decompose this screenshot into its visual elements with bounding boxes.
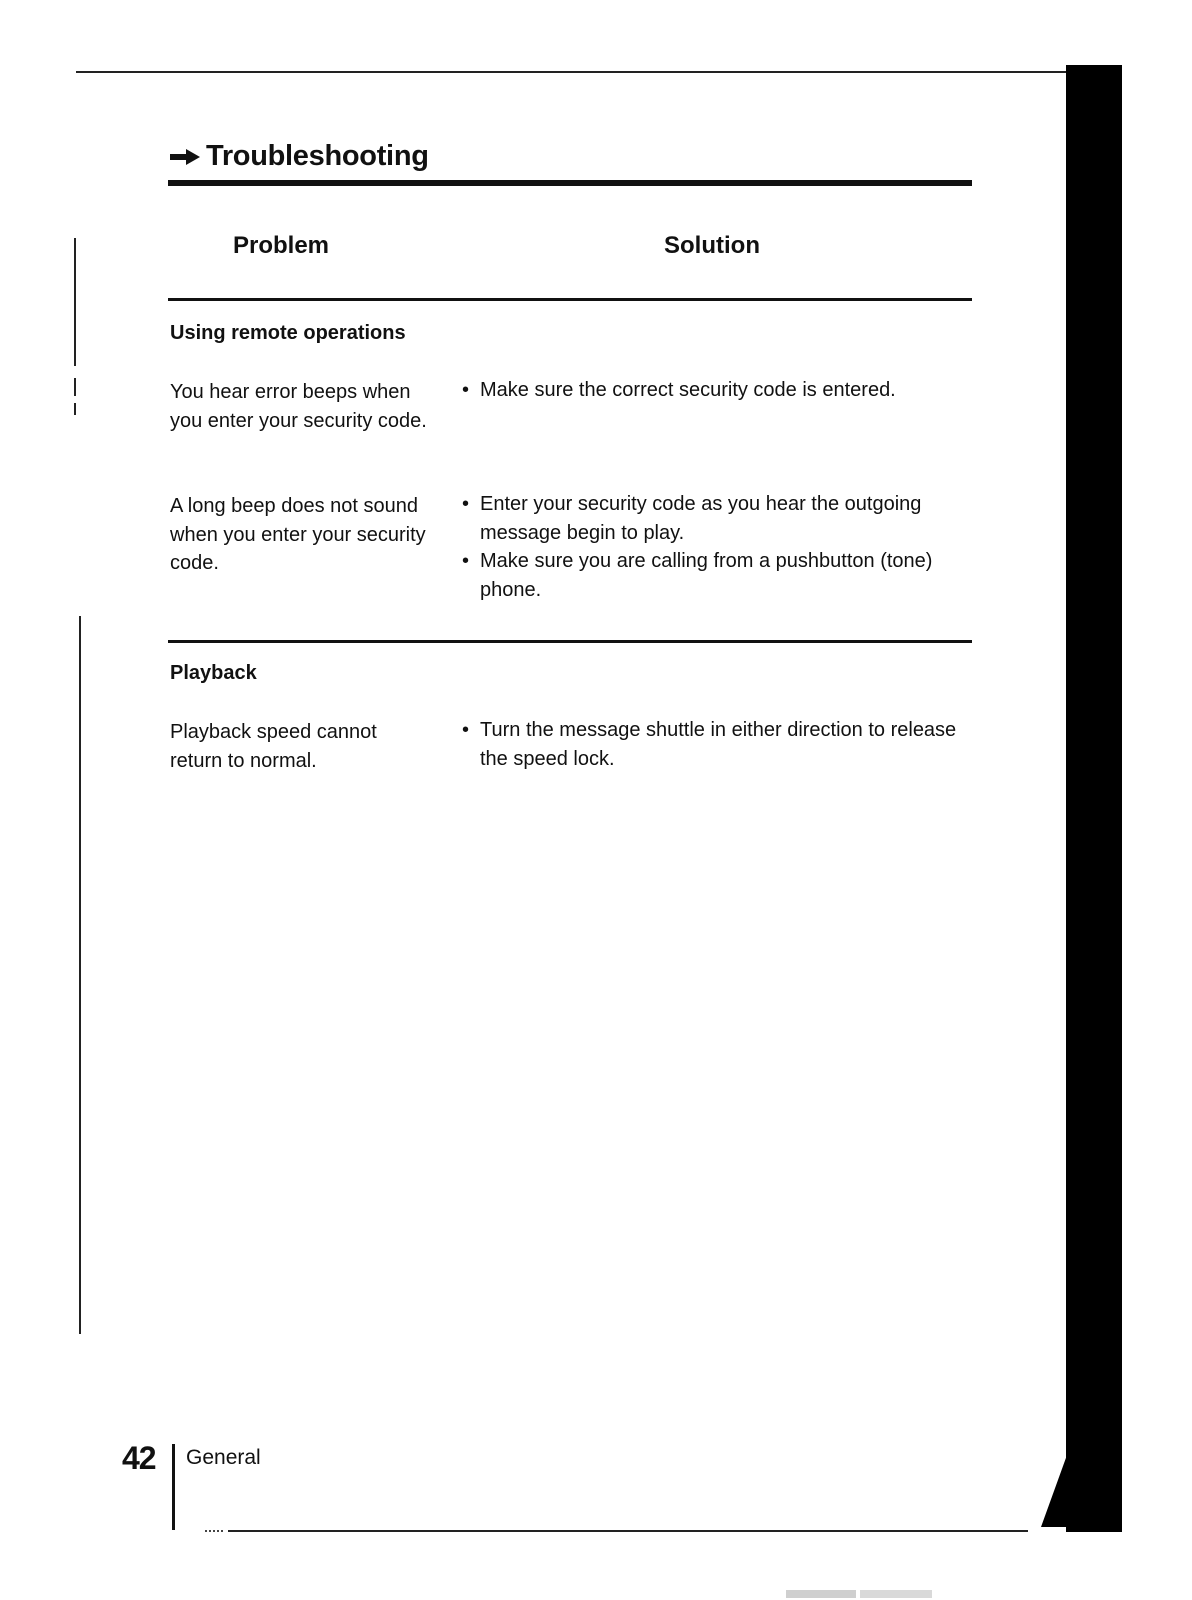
margin-change-bar — [74, 378, 76, 396]
arrow-right-icon — [168, 147, 202, 167]
bullet: • — [462, 550, 470, 572]
top-scan-rule — [76, 71, 1068, 73]
solution-text: Make sure you are calling from a pushbutton (tone) phone. — [480, 550, 933, 601]
section-title-playback: Playback — [170, 662, 257, 684]
solution-item — [462, 716, 982, 773]
section-divider — [168, 298, 972, 301]
section-title-remote-operations: Using remote operations — [170, 322, 406, 344]
solution-text: Make sure the correct security code is entered. — [480, 379, 896, 401]
page-number: 42 — [122, 1440, 156, 1476]
bottom-scan-dots — [205, 1530, 223, 1532]
page-heading — [168, 140, 429, 173]
solution-column-header: Solution — [664, 232, 760, 259]
problem-text: Playback speed cannot return to normal. — [170, 721, 377, 772]
solution-text: Turn the message shuttle in either direction to release the speed lock. — [480, 719, 957, 770]
problem-text: You hear error beeps when you enter your security code. — [170, 381, 427, 432]
solution-list — [462, 490, 982, 604]
page-edge-shadow-notch — [1041, 1455, 1067, 1527]
scan-smudge — [860, 1590, 932, 1598]
problem-column-header: Problem — [233, 232, 330, 259]
bullet: • — [462, 719, 470, 741]
solution-item — [462, 490, 982, 547]
heading-underline — [168, 180, 972, 186]
bottom-scan-rule — [228, 1530, 1028, 1532]
margin-change-bar — [74, 403, 76, 415]
margin-change-bar — [79, 616, 81, 1334]
solution-item — [462, 547, 982, 604]
solution-list — [462, 716, 982, 773]
solution-item — [462, 376, 982, 405]
margin-change-bar — [74, 238, 76, 366]
bullet: • — [462, 379, 470, 401]
page-edge-shadow — [1066, 65, 1122, 1532]
solution-text: Enter your security code as you hear the outgoing message begin to play. — [480, 493, 922, 544]
footer-divider — [172, 1444, 175, 1530]
page-title: Troubleshooting — [206, 140, 429, 172]
section-divider — [168, 640, 972, 643]
solution-list — [462, 376, 982, 405]
scan-smudge — [786, 1590, 856, 1598]
bullet: • — [462, 493, 470, 515]
footer-section-label: General — [186, 1446, 261, 1469]
problem-text: A long beep does not sound when you enter your security code. — [170, 495, 426, 574]
